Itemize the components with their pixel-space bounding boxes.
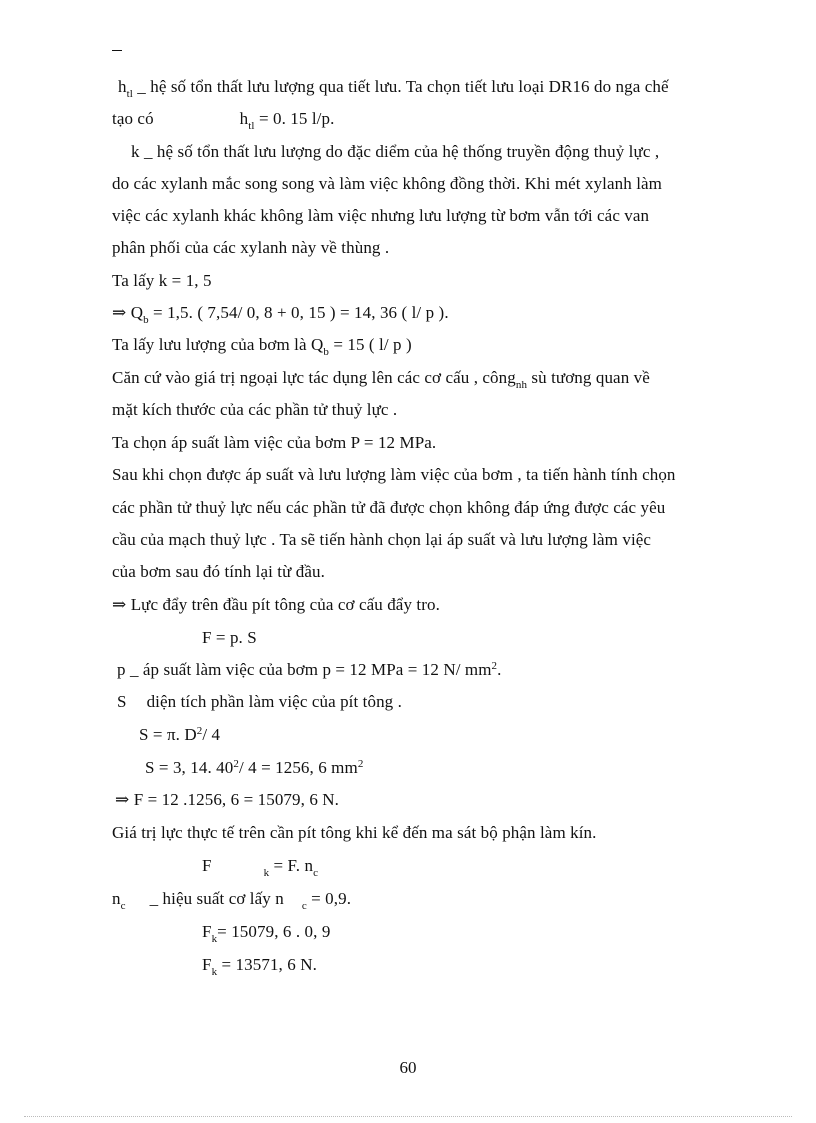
text-line-15: cầu của mạch thuỷ lực . Ta sẽ tiến hành chọn lại áp suất và lưu lượng làm việc xyxy=(112,530,652,549)
text-line-6: phân phối của các xylanh này về thùng . xyxy=(112,238,390,257)
text-line-16: của bơm sau đó tính lại từ đầu. xyxy=(112,562,325,581)
text-line-9: Ta lấy lưu lượng của bơm là $Q_b = 15$ ( l/ p ) xyxy=(112,335,412,358)
formula-area-value: S = 3, 14. $40^2/$ 4 = 1256, 6 $mm^2$ xyxy=(145,758,364,777)
text-line-4: do các xylanh mắc song song và làm việc không đồng thời. Khi mét xylanh làm xyxy=(112,174,662,193)
formula-f-equals-ps: F = p. S xyxy=(202,628,257,647)
text-line-13: Sau khi chọn được áp suất và lưu lượng làm việc của bơm , ta tiến hành tính chọn xyxy=(112,465,676,484)
text-line-8: ⇒ $Q_b = 1,5$. ( 7,54/ 0, 8 + 0, 15 ) = 14, 36 ( l/ p ). xyxy=(112,303,449,326)
text-line-3: k _ hệ số tổn thất lưu lượng do đặc diểm của hệ thống truyền động thuỷ lực , xyxy=(131,142,660,161)
text-line-26: $n_c$ _ hiệu suất cơ lấy n $_c$ = 0,9. xyxy=(112,889,352,912)
text-line-19: p _ áp suất làm việc của bơm p = 12 MPa = 12 N/ $mm^2$. xyxy=(117,660,502,679)
text-line-2: tạo có $h_{tl} = 0$. 15 l/p. xyxy=(112,109,335,132)
text-line-7: Ta lấy k = 1, 5 xyxy=(112,271,212,290)
page-number: 60 xyxy=(399,1058,417,1077)
text-line-24: Giá trị lực thực tế trên cần pít tông khi kể đến ma sát bộ phận làm kín. xyxy=(112,823,597,842)
formula-force-value: ⇒ F = 12 .1256, 6 = 15079, 6 N. xyxy=(115,790,340,809)
text-line-12: Ta chọn áp suất làm việc của bơm P = 12 MPa. xyxy=(112,433,437,452)
formula-fk-calc: $F_k= 15079$, 6 . 0, 9 xyxy=(202,922,331,945)
text-line-11: mặt kích thước của các phần tử thuỷ lực . xyxy=(112,400,398,419)
text-line-17: ⇒ Lực đẩy trên đầu pít tông của cơ cấu đẩy tro. xyxy=(112,595,440,614)
text-line-10: Căn cứ vào giá trị ngoại lực tác dụng lên các cơ cấu , công$_{nh}$ sù tương quan về xyxy=(112,368,650,391)
text-line-14: các phần tử thuỷ lực nếu các phần tử đã được chọn không đáp ứng được các yêu xyxy=(112,498,666,517)
text-line-20: S diện tích phần làm việc của pít tông . xyxy=(117,692,402,711)
text-line-5: việc các xylanh khác không làm việc nhưng lưu lượng từ bơm vẫn tới các van xyxy=(112,206,650,225)
footer-dotted-rule xyxy=(24,1116,792,1117)
top-dash-mark xyxy=(112,50,122,51)
formula-fk-result: $F_k = 13571$, 6 N. xyxy=(202,955,317,978)
formula-fk: F $_k$ = F. $n_c$ xyxy=(202,856,319,879)
text-line-1: $h_{tl}$ _ hệ số tổn thất lưu lượng qua tiết lưu. Ta chọn tiết lưu loại DR16 do nga chế xyxy=(118,77,669,100)
formula-area: S = π. $D^2/$ 4 xyxy=(139,725,221,744)
